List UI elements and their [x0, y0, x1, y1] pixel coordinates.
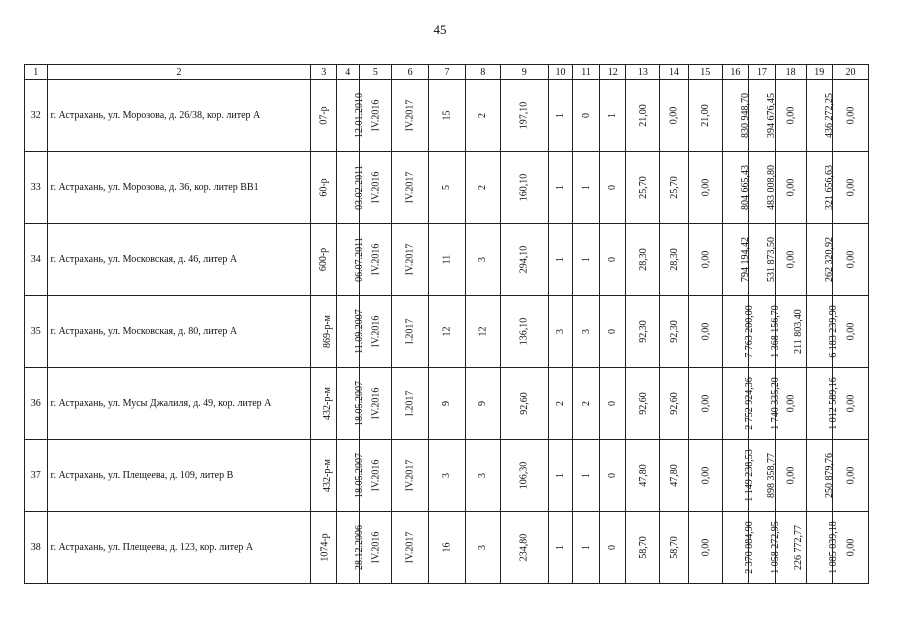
- cell-text: 1074-р: [320, 533, 332, 562]
- cell-row-number: 32: [25, 80, 48, 152]
- column-header: 17: [749, 65, 776, 80]
- cell-text: 432-р-м: [322, 459, 334, 492]
- cell-text: 234,80: [518, 533, 530, 562]
- cell-col-14: [660, 224, 689, 296]
- cell-text: 898 358,77: [766, 453, 778, 498]
- cell-text: IV.2017: [404, 99, 416, 132]
- cell-text: IV.2017: [404, 171, 416, 204]
- cell-col-19: [806, 512, 839, 584]
- cell-text: 47,80: [668, 464, 680, 487]
- column-header: 16: [722, 65, 749, 80]
- cell-text: 250 879,76: [823, 453, 835, 498]
- table-row: [25, 368, 869, 440]
- cell-end-period: [392, 224, 429, 296]
- cell-col-20: [833, 80, 869, 152]
- cell-text: 1: [580, 185, 592, 190]
- cell-text: 5: [441, 185, 453, 190]
- cell-col-19: [806, 440, 833, 512]
- cell-text: 25,70: [637, 176, 649, 199]
- cell-col-18: [775, 152, 806, 224]
- cell-text: 0,00: [699, 250, 711, 269]
- column-header: 15: [688, 65, 722, 80]
- cell-col-7: [429, 224, 466, 296]
- cell-text: 03.02.2011: [353, 165, 365, 210]
- cell-text: IV.2016: [369, 531, 381, 564]
- cell-address: г. Астрахань, ул. Мусы Джалиля, д. 49, кор. литер А: [47, 368, 311, 440]
- cell-text: 21,00: [637, 104, 649, 127]
- cell-col-11: [573, 296, 600, 368]
- cell-text: 2: [555, 401, 567, 406]
- cell-address: г. Астрахань, ул. Московская, д. 80, литер А: [47, 296, 311, 368]
- table-row: [25, 152, 869, 224]
- cell-text: 1: [580, 545, 592, 550]
- cell-text: 1 149 238,53: [743, 449, 755, 502]
- column-header: 9: [500, 65, 548, 80]
- cell-order-number: [311, 512, 337, 584]
- cell-text: 0,00: [699, 466, 711, 485]
- cell-col-14: [660, 440, 689, 512]
- column-header: 5: [359, 65, 392, 80]
- cell-col-13: [626, 80, 660, 152]
- column-header: 6: [392, 65, 429, 80]
- cell-text: 1 740 335,20: [769, 377, 781, 430]
- cell-text: 1: [580, 257, 592, 262]
- cell-text: 58,70: [637, 536, 649, 559]
- cell-end-period: [392, 80, 429, 152]
- cell-text: 07-р: [318, 106, 330, 125]
- cell-col-20: [833, 224, 869, 296]
- cell-col-11: [573, 224, 600, 296]
- cell-area: [500, 512, 548, 584]
- cell-col-12: [599, 368, 626, 440]
- cell-address: г. Астрахань, ул. Плещеева, д. 123, кор. литер А: [47, 512, 311, 584]
- cell-text: 0,00: [785, 178, 797, 197]
- cell-col-19: [806, 368, 839, 440]
- cell-text: 47,80: [637, 464, 649, 487]
- cell-text: 0,00: [845, 394, 857, 413]
- cell-col-14: [660, 512, 689, 584]
- cell-text: 321 656,63: [823, 165, 835, 210]
- cell-col-13: [626, 512, 660, 584]
- cell-col-15: [688, 80, 722, 152]
- cell-col-19: [806, 296, 839, 368]
- cell-text: IV.2016: [369, 387, 381, 420]
- cell-text: 3: [441, 473, 453, 478]
- cell-text: 16: [441, 542, 453, 553]
- cell-text: 0,00: [699, 178, 711, 197]
- cell-text: 0,00: [785, 250, 797, 269]
- cell-text: 1 368 156,70: [769, 305, 781, 358]
- cell-text: 804 665,43: [739, 165, 751, 210]
- cell-text: 28,30: [637, 248, 649, 271]
- column-header: 18: [775, 65, 806, 80]
- cell-text: 6 183 239,90: [827, 305, 839, 358]
- cell-text: 2 370 084,90: [743, 521, 755, 574]
- cell-text: IV.2016: [369, 459, 381, 492]
- cell-text: 0: [607, 401, 619, 406]
- cell-total-cost: [722, 440, 755, 512]
- cell-text: 869-р-м: [322, 315, 334, 348]
- cell-text: I.2017: [404, 390, 416, 417]
- cell-text: 0,00: [699, 322, 711, 341]
- cell-text: 28.12.2006: [354, 525, 365, 570]
- cell-text: 436 272,25: [823, 93, 835, 138]
- cell-end-period: [392, 440, 429, 512]
- cell-text: 06.07.2011: [353, 237, 365, 282]
- cell-text: 0,00: [845, 106, 857, 125]
- cell-text: IV.2016: [369, 99, 381, 132]
- cell-end-period: [392, 152, 429, 224]
- cell-col-11: [573, 440, 600, 512]
- cell-row-number: 36: [25, 368, 48, 440]
- cell-text: 18.05.2007: [354, 453, 365, 498]
- cell-col-8: [465, 152, 500, 224]
- cell-col-17: [749, 224, 776, 296]
- cell-col-8: [465, 224, 500, 296]
- cell-col-12: [599, 224, 626, 296]
- cell-text: 2 752 924,36: [743, 377, 755, 430]
- column-header: 4: [337, 65, 360, 80]
- cell-area: [500, 440, 548, 512]
- cell-text: 136,10: [518, 317, 530, 346]
- cell-col-14: [660, 152, 689, 224]
- cell-text: 0,00: [668, 106, 680, 125]
- cell-col-11: [573, 512, 600, 584]
- cell-col-17: [749, 152, 776, 224]
- cell-col-20: [833, 440, 869, 512]
- cell-order-date: [337, 296, 365, 368]
- cell-text: 9: [441, 401, 453, 406]
- cell-text: 2: [580, 401, 592, 406]
- cell-text: 1: [555, 113, 567, 118]
- cell-col-10: [548, 80, 573, 152]
- cell-text: 0,00: [845, 178, 857, 197]
- cell-col-15: [688, 224, 722, 296]
- cell-text: 197,10: [518, 101, 530, 130]
- cell-col-11: [573, 152, 600, 224]
- cell-col-10: [548, 296, 573, 368]
- table-row: [25, 80, 869, 152]
- header-row: [25, 65, 869, 80]
- table-row: [25, 512, 869, 584]
- cell-col-13: [626, 440, 660, 512]
- cell-order-date: [337, 80, 365, 152]
- cell-total-cost: [722, 224, 749, 296]
- cell-text: 0: [607, 545, 619, 550]
- cell-text: 226 772,77: [792, 525, 804, 570]
- cell-order-date: [337, 440, 365, 512]
- cell-address: г. Астрахань, ул. Московская, д. 46, литер А: [47, 224, 311, 296]
- cell-text: 0: [607, 185, 619, 190]
- cell-text: 1 085 039,18: [827, 521, 839, 574]
- column-header: 11: [573, 65, 600, 80]
- cell-text: I.2017: [404, 318, 416, 345]
- cell-area: [500, 152, 548, 224]
- cell-col-15: [688, 152, 722, 224]
- cell-col-8: [465, 296, 500, 368]
- column-header: 8: [465, 65, 500, 80]
- cell-text: 28,30: [668, 248, 680, 271]
- cell-text: 1: [580, 473, 592, 478]
- cell-total-cost: [722, 512, 755, 584]
- table-row: [25, 224, 869, 296]
- table-row: [25, 440, 869, 512]
- cell-area: [500, 80, 548, 152]
- cell-address: г. Астрахань, ул. Плещеева, д. 109, литер В: [47, 440, 311, 512]
- cell-col-10: [548, 224, 573, 296]
- cell-col-10: [548, 440, 573, 512]
- cell-text: 0: [607, 329, 619, 334]
- column-header: 19: [806, 65, 833, 80]
- cell-col-15: [688, 296, 722, 368]
- cell-text: 12: [477, 326, 489, 337]
- cell-col-18: [775, 224, 806, 296]
- cell-col-8: [465, 440, 500, 512]
- column-header: 20: [833, 65, 869, 80]
- column-header: 12: [599, 65, 626, 80]
- cell-col-12: [599, 512, 626, 584]
- column-header: 3: [311, 65, 337, 80]
- column-header: 2: [47, 65, 311, 80]
- cell-text: 160,10: [518, 173, 530, 202]
- cell-order-number: [311, 80, 337, 152]
- cell-text: 3: [555, 329, 567, 334]
- cell-end-period: [392, 512, 429, 584]
- cell-text: 1: [555, 473, 567, 478]
- cell-row-number: 35: [25, 296, 48, 368]
- cell-text: 0,00: [785, 394, 797, 413]
- cell-col-14: [660, 296, 689, 368]
- cell-col-17: [749, 80, 776, 152]
- cell-col-11: [573, 368, 600, 440]
- cell-text: 92,60: [518, 392, 530, 415]
- cell-text: 3: [477, 473, 489, 478]
- cell-col-12: [599, 152, 626, 224]
- page-number: 45: [433, 22, 447, 37]
- cell-text: IV.2016: [369, 171, 381, 204]
- cell-col-18: [775, 80, 806, 152]
- cell-order-number: [311, 224, 337, 296]
- cell-text: IV.2017: [404, 243, 416, 276]
- cell-col-18: [775, 440, 806, 512]
- cell-col-13: [626, 368, 660, 440]
- cell-area: [500, 296, 548, 368]
- cell-text: 211 803,40: [792, 309, 804, 354]
- cell-col-14: [660, 368, 689, 440]
- cell-text: 0,00: [785, 106, 797, 125]
- cell-text: 1: [607, 113, 619, 118]
- cell-text: 1 058 272,95: [769, 521, 781, 574]
- cell-col-14: [660, 80, 689, 152]
- cell-text: 531 873,50: [766, 237, 778, 282]
- cell-col-10: [548, 368, 573, 440]
- cell-text: 0,00: [785, 466, 797, 485]
- cell-order-number: [311, 152, 337, 224]
- cell-col-8: [465, 512, 500, 584]
- cell-text: 1: [555, 545, 567, 550]
- cell-address: г. Астрахань, ул. Морозова, д. 36, кор. литер ВВ1: [47, 152, 311, 224]
- cell-text: 0,00: [845, 322, 857, 341]
- cell-text: 11.09.2007: [353, 309, 365, 354]
- cell-text: 0: [607, 257, 619, 262]
- cell-col-11: [573, 80, 600, 152]
- cell-text: 432-р-м: [322, 387, 334, 420]
- cell-col-10: [548, 512, 573, 584]
- cell-col-7: [429, 80, 466, 152]
- cell-text: 7 763 200,00: [743, 305, 755, 358]
- cell-col-7: [429, 512, 466, 584]
- cell-text: 18.05.2007: [354, 381, 365, 426]
- cell-end-period: [392, 368, 429, 440]
- column-header: 7: [429, 65, 466, 80]
- cell-col-13: [626, 152, 660, 224]
- cell-text: 92,60: [637, 392, 649, 415]
- cell-order-number: [311, 440, 337, 512]
- cell-text: 11: [441, 254, 453, 265]
- cell-order-date: [337, 512, 365, 584]
- cell-col-7: [429, 440, 466, 512]
- cell-col-13: [626, 224, 660, 296]
- cell-order-date: [337, 368, 365, 440]
- cell-col-15: [688, 512, 722, 584]
- cell-text: 0,00: [845, 466, 857, 485]
- cell-col-19: [806, 152, 833, 224]
- cell-order-number: [311, 296, 337, 368]
- cell-text: IV.2017: [404, 531, 416, 564]
- column-header: 1: [25, 65, 48, 80]
- cell-text: 1: [555, 185, 567, 190]
- cell-text: 600-р: [318, 247, 330, 272]
- cell-text: 794 194,42: [739, 237, 751, 282]
- cell-text: 3: [477, 257, 489, 262]
- cell-col-13: [626, 296, 660, 368]
- cell-area: [500, 224, 548, 296]
- cell-text: 394 676,45: [766, 93, 778, 138]
- cell-col-8: [465, 368, 500, 440]
- cell-text: 12: [441, 326, 453, 337]
- cell-col-10: [548, 152, 573, 224]
- cell-total-cost: [722, 368, 755, 440]
- cell-row-number: 37: [25, 440, 48, 512]
- cell-col-12: [599, 296, 626, 368]
- cell-col-8: [465, 80, 500, 152]
- table-row: [25, 296, 869, 368]
- cell-text: 92,60: [668, 392, 680, 415]
- cell-text: 2: [477, 113, 489, 118]
- cell-text: 0: [580, 113, 592, 118]
- cell-text: 60-р: [318, 178, 330, 197]
- cell-text: 106,30: [518, 461, 530, 490]
- cell-text: 92,30: [637, 320, 649, 343]
- cell-text: 92,30: [668, 320, 680, 343]
- cell-area: [500, 368, 548, 440]
- cell-text: 25,70: [668, 176, 680, 199]
- cell-row-number: 33: [25, 152, 48, 224]
- cell-text: 15: [441, 110, 453, 121]
- register-table: [24, 64, 869, 584]
- cell-order-number: [311, 368, 337, 440]
- cell-col-20: [833, 152, 869, 224]
- cell-col-12: [599, 80, 626, 152]
- cell-col-7: [429, 368, 466, 440]
- cell-address: г. Астрахань, ул. Морозова, д. 26/38, кор. литер А: [47, 80, 311, 152]
- cell-col-15: [688, 440, 722, 512]
- cell-text: 3: [580, 329, 592, 334]
- cell-text: 0,00: [699, 538, 711, 557]
- cell-col-19: [806, 224, 833, 296]
- cell-end-period: [392, 296, 429, 368]
- cell-total-cost: [722, 152, 749, 224]
- cell-text: 0: [607, 473, 619, 478]
- cell-total-cost: [722, 296, 755, 368]
- cell-text: IV.2016: [369, 315, 381, 348]
- cell-col-19: [806, 80, 833, 152]
- cell-text: 483 008,80: [766, 165, 778, 210]
- cell-col-12: [599, 440, 626, 512]
- cell-col-7: [429, 296, 466, 368]
- cell-text: 0,00: [845, 250, 857, 269]
- cell-text: 0,00: [699, 394, 711, 413]
- cell-order-date: [337, 152, 365, 224]
- cell-text: 21,00: [699, 104, 711, 127]
- column-header: 10: [548, 65, 573, 80]
- cell-text: 1: [555, 257, 567, 262]
- cell-text: IV.2017: [404, 459, 416, 492]
- cell-text: 294,10: [518, 245, 530, 274]
- cell-order-date: [337, 224, 365, 296]
- column-header: 14: [660, 65, 689, 80]
- cell-total-cost: [722, 80, 749, 152]
- cell-text: 12.01.2010: [354, 93, 365, 138]
- cell-col-7: [429, 152, 466, 224]
- cell-text: 262 320,92: [823, 237, 835, 282]
- cell-text: 3: [477, 545, 489, 550]
- cell-text: 58,70: [668, 536, 680, 559]
- cell-row-number: 34: [25, 224, 48, 296]
- cell-text: 0,00: [845, 538, 857, 557]
- cell-text: 1 012 589,16: [827, 377, 839, 430]
- column-header: 13: [626, 65, 660, 80]
- cell-col-15: [688, 368, 722, 440]
- cell-text: 2: [477, 185, 489, 190]
- cell-text: 830 948,70: [739, 93, 751, 138]
- cell-text: 9: [477, 401, 489, 406]
- cell-row-number: 38: [25, 512, 48, 584]
- cell-text: IV.2016: [369, 243, 381, 276]
